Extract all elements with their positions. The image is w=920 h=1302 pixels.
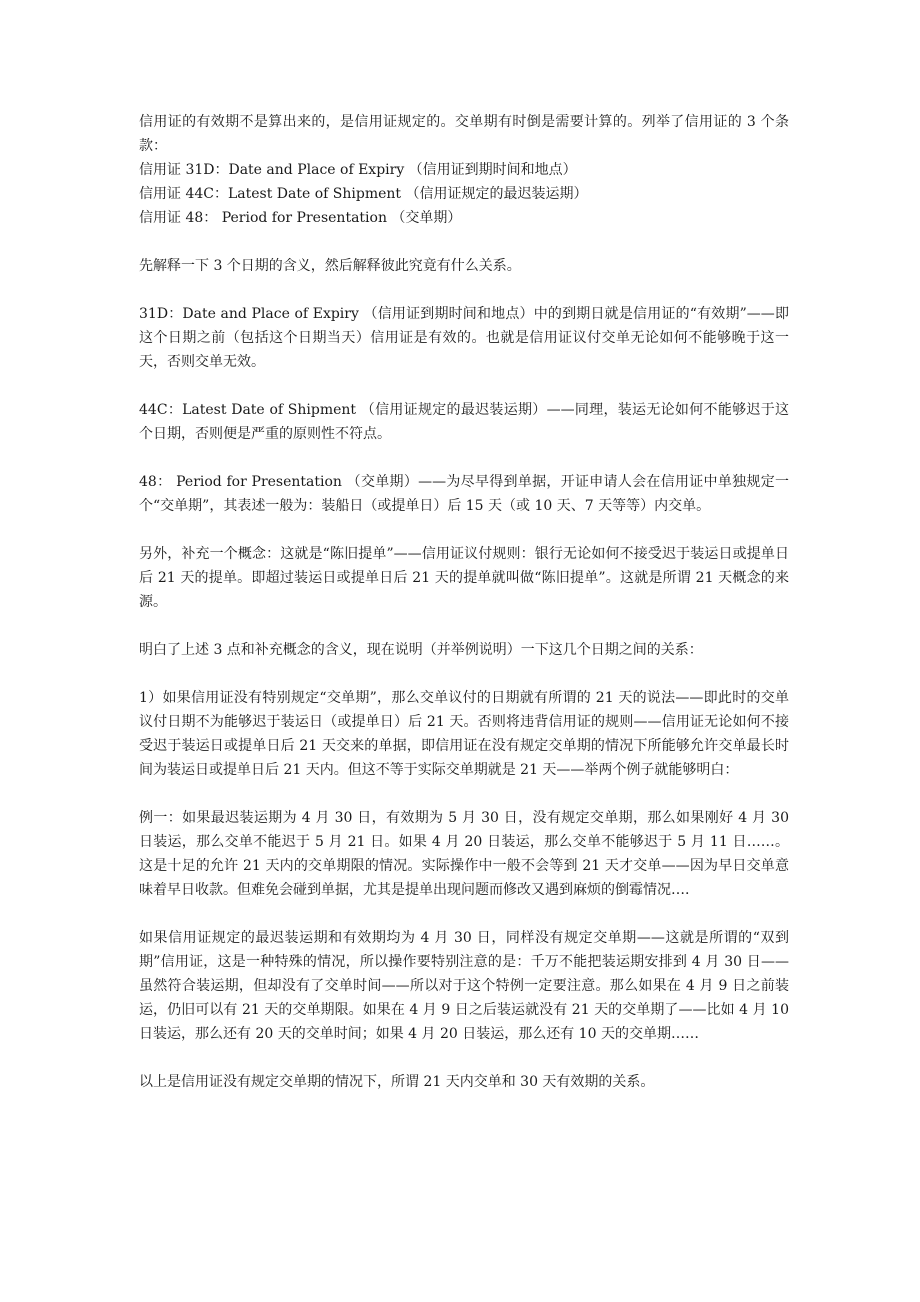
conclusion-paragraph: 以上是信用证没有规定交单期的情况下，所谓 21 天内交单和 30 天有效期的关系。: [139, 1074, 655, 1090]
intro-paragraph: 信用证的有效期不是算出来的，是信用证规定的。交单期有时倒是需要计算的。列举了信用证的 3 个条款：: [139, 114, 789, 154]
spacer: [139, 230, 789, 254]
example-2-paragraph: 如果信用证规定的最迟装运期和有效期均为 4 月 30 日，同样没有规定交单期——这就是所谓的“双到期”信用证，这是一种特殊的情况，所以操作要特别注意的是：千万不能把装运期安排到 4 月 30 日——虽然符合装运期，但却没有了交单时间——所以对于这个特例一定要注意。那么如果在 4 月 9 日之前装运，仍旧可以有 21 天的交单期限。如果在 4 月 9 日之后装运就没有 21 天的交单期了——比如 4 月 10 日装运，那么还有 20 天的交单时间；如果 4 月 20 日装运，那么还有 10 天的交单期……: [139, 930, 789, 1042]
explain-48-paragraph: 48： Period for Presentation （交单期）——为尽早得到单据，开证申请人会在信用证中单独规定一个“交单期”，其表述一般为：装船日（或提单日）后 15 天（或 10 天、7 天等等）内交单。: [139, 474, 789, 514]
spacer: [139, 446, 789, 470]
spacer: [139, 374, 789, 398]
supplement-paragraph: 另外，补充一个概念：这就是“陈旧提单”——信用证议付规则：银行无论如何不接受迟于装运日或提单日后 21 天的提单。即超过装运日或提单日后 21 天的提单就叫做“陈旧提单”。这就是所谓 21 天概念的来源。: [139, 546, 789, 610]
case-1-paragraph: 1）如果信用证没有特别规定“交单期”，那么交单议付的日期就有所谓的 21 天的说法——即此时的交单议付日期不为能够迟于装运日（或提单日）后 21 天。否则将违背信用证的规则——信用证无论如何不接受迟于装运日或提单日后 21 天交来的单据，即信用证在没有规定交单期的情况下所能够允许交单最长时间为装运日或提单日后 21 天内。但这不等于实际交单期就是 21 天——举两个例子就能够明白：: [139, 690, 789, 778]
explain-44c-paragraph: 44C：Latest Date of Shipment （信用证规定的最迟装运期）——同理，装运无论如何不能够迟于这个日期，否则便是严重的原则性不符点。: [139, 402, 789, 442]
spacer: [139, 278, 789, 302]
explain-31d-paragraph: 31D：Date and Place of Expiry （信用证到期时间和地点）中的到期日就是信用证的“有效期”——即这个日期之前（包括这个日期当天）信用证是有效的。也就是信用证议付交单无论如何不能够晚于这一天，否则交单无效。: [139, 306, 789, 370]
spacer: [139, 614, 789, 638]
spacer: [139, 1046, 789, 1070]
spacer: [139, 902, 789, 926]
spacer: [139, 782, 789, 806]
relation-intro-paragraph: 明白了上述 3 点和补充概念的含义，现在说明（并举例说明）一下这几个日期之间的关系：: [139, 642, 703, 658]
clause-44c-line: 信用证 44C：Latest Date of Shipment （信用证规定的最迟装运期）: [139, 186, 588, 202]
clause-48-line: 信用证 48： Period for Presentation （交单期）: [139, 210, 462, 226]
example-1-paragraph: 例一：如果最迟装运期为 4 月 30 日，有效期为 5 月 30 日，没有规定交单期，那么如果刚好 4 月 30 日装运，那么交单不能迟于 5 月 21 日。如果 4 月 20 日装运，那么交单不能够迟于 5 月 11 日……。这是十足的允许 21 天内的交单期限的情况。实际操作中一般不会等到 21 天才交单——因为早日交单意味着早日收款。但难免会碰到单据，尤其是提单出现问题而修改又遇到麻烦的倒霉情况….: [139, 810, 789, 898]
document-page: [139, 110, 789, 1094]
spacer: [139, 518, 789, 542]
explain-intro-paragraph: 先解释一下 3 个日期的含义，然后解释彼此究竟有什么关系。: [139, 258, 521, 274]
spacer: [139, 662, 789, 686]
clause-31d-line: 信用证 31D：Date and Place of Expiry （信用证到期时间和地点）: [139, 162, 577, 178]
